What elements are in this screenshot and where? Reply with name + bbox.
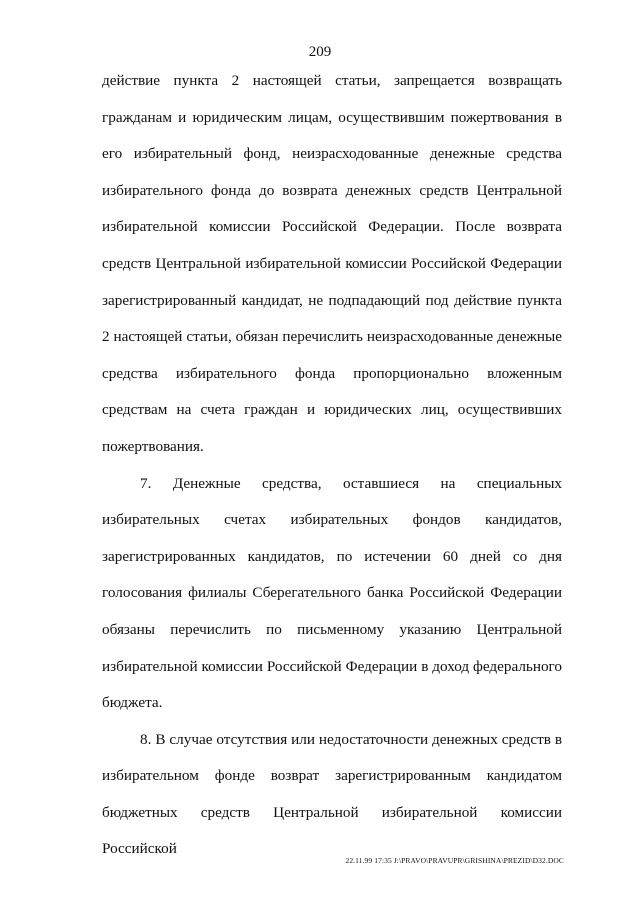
file-path-footer: 22.11.99 17:35 J:\PRAVO\PRAVUPR\GRISHINA\PREZID\D32.DOC [345, 856, 564, 865]
paragraph-item-8: 8. В случае отсутствия или недостаточности денежных средств в избирательном фонде возврат зарегистрированным кандидатом бюджетных средств Центральной избирательной комиссии Российской [102, 730, 562, 858]
paragraph-continuation: действие пункта 2 настоящей статьи, запрещается возвращать гражданам и юридическим лицам, осуществившим пожертвования в его избирательный фонд, неизрасходованные денежные средства избирательного фонда до возврата денежных средств Центральной избирательной комиссии Российской Федерации. После возврата средств Центральной избирательной комиссии Российской Федерации зарегистрированный кандидат, не подпадающий под действие пункта 2 настоящей статьи, обязан перечислить неизрасходованные денежные средства избирательного фонда пропорционально вложенным средствам на счета граждан и юридических лиц, осуществивших пожертвования. [102, 72, 562, 455]
paragraph-item-7: 7. Денежные средства, оставшиеся на специальных избирательных счетах избирательных фондов кандидатов, зарегистрированных кандидатов, по истечении 60 дней со дня голосования филиалы Сберегательного банка Российской Федерации обязаны перечислить по письменному указанию Центральной избирательной комиссии Российской Федерации в доход федерального бюджета. [102, 474, 562, 712]
document-body [102, 63, 562, 868]
page-number: 209 [308, 44, 332, 60]
